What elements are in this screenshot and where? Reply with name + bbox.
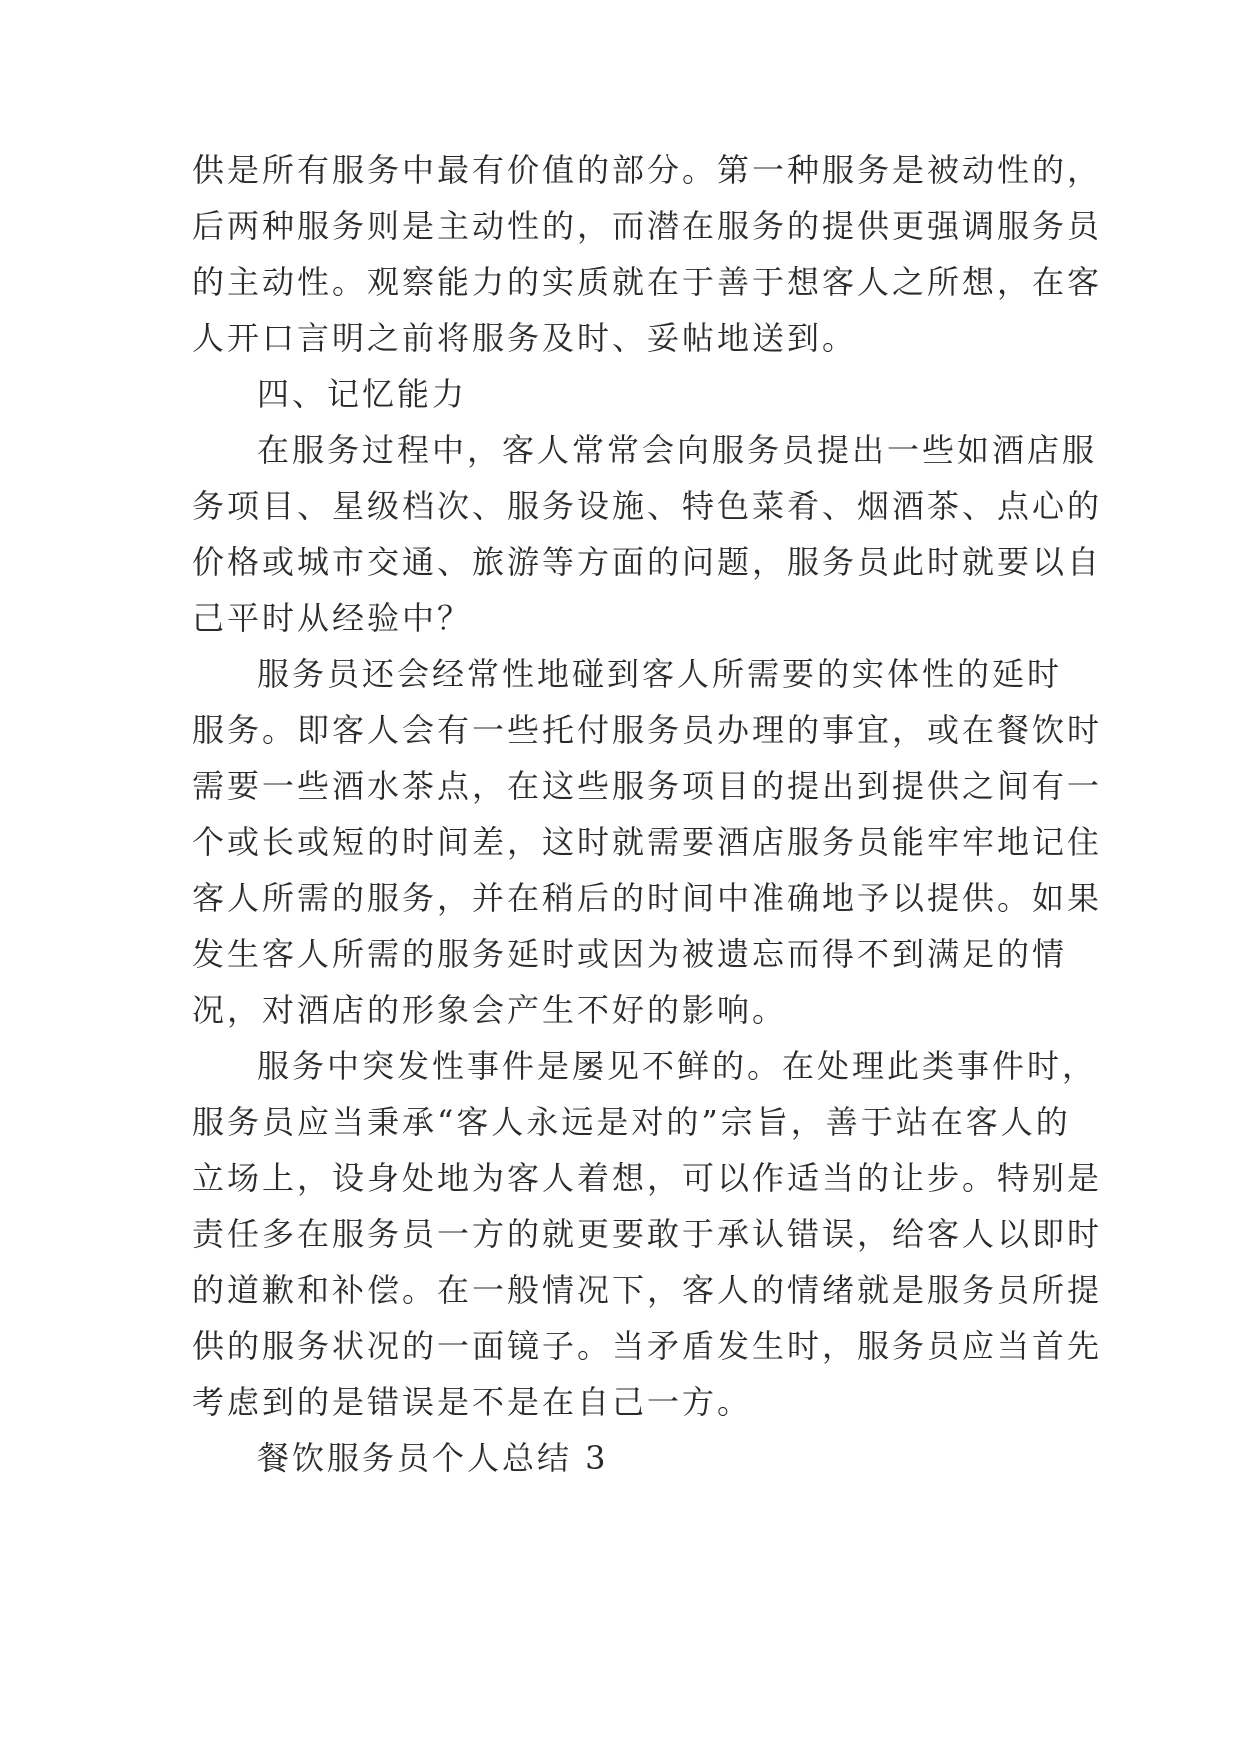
text-line: 立场上，设身处地为客人着想，可以作适当的让步。特别是 — [192, 1159, 1103, 1197]
text-line: 服务中突发性事件是屡见不鲜的。在处理此类事件时， — [257, 1047, 1098, 1085]
text-line: 的主动性。观察能力的实质就在于善于想客人之所想，在客 — [192, 263, 1103, 301]
text-line: 考虑到的是错误是不是在自己一方。 — [192, 1383, 753, 1421]
text-line: 人开口言明之前将服务及时、妥帖地送到。 — [192, 319, 858, 357]
text-line: 在服务过程中，客人常常会向服务员提出一些如酒店服 — [257, 431, 1098, 469]
text-line: 需要一些酒水茶点，在这些服务项目的提出到提供之间有一 — [192, 767, 1103, 805]
section-heading: 四、记忆能力 — [257, 375, 468, 413]
text-line: 发生客人所需的服务延时或因为被遗忘而得不到满足的情 — [192, 935, 1068, 973]
text-line: 供是所有服务中最有价值的部分。第一种服务是被动性的， — [192, 151, 1103, 189]
text-line: 服务员应当秉承“客人永远是对的”宗旨，善于站在客人的 — [192, 1103, 1071, 1141]
text-line: 后两种服务则是主动性的，而潜在服务的提供更强调服务员 — [192, 207, 1103, 245]
text-line: 供的服务状况的一面镜子。当矛盾发生时，服务员应当首先 — [192, 1327, 1103, 1365]
text-line: 服务员还会经常性地碰到客人所需要的实体性的延时 — [257, 655, 1063, 693]
section-title: 餐饮服务员个人总结 3 — [257, 1439, 609, 1477]
text-line: 价格或城市交通、旅游等方面的问题，服务员此时就要以自 — [192, 543, 1103, 581]
text-line: 服务。即客人会有一些托付服务员办理的事宜，或在餐饮时 — [192, 711, 1103, 749]
text-line: 责任多在服务员一方的就更要敢于承认错误，给客人以即时 — [192, 1215, 1103, 1253]
text-line: 个或长或短的时间差，这时就需要酒店服务员能牢牢地记住 — [192, 823, 1103, 861]
text-line: 况，对酒店的形象会产生不好的影响。 — [192, 991, 788, 1029]
text-line: 的道歉和补偿。在一般情况下，客人的情绪就是服务员所提 — [192, 1271, 1103, 1309]
text-line: 客人所需的服务，并在稍后的时间中准确地予以提供。如果 — [192, 879, 1103, 917]
text-line: 务项目、星级档次、服务设施、特色菜肴、烟酒茶、点心的 — [192, 487, 1103, 525]
text-line: 己平时从经验中？ — [192, 599, 473, 637]
